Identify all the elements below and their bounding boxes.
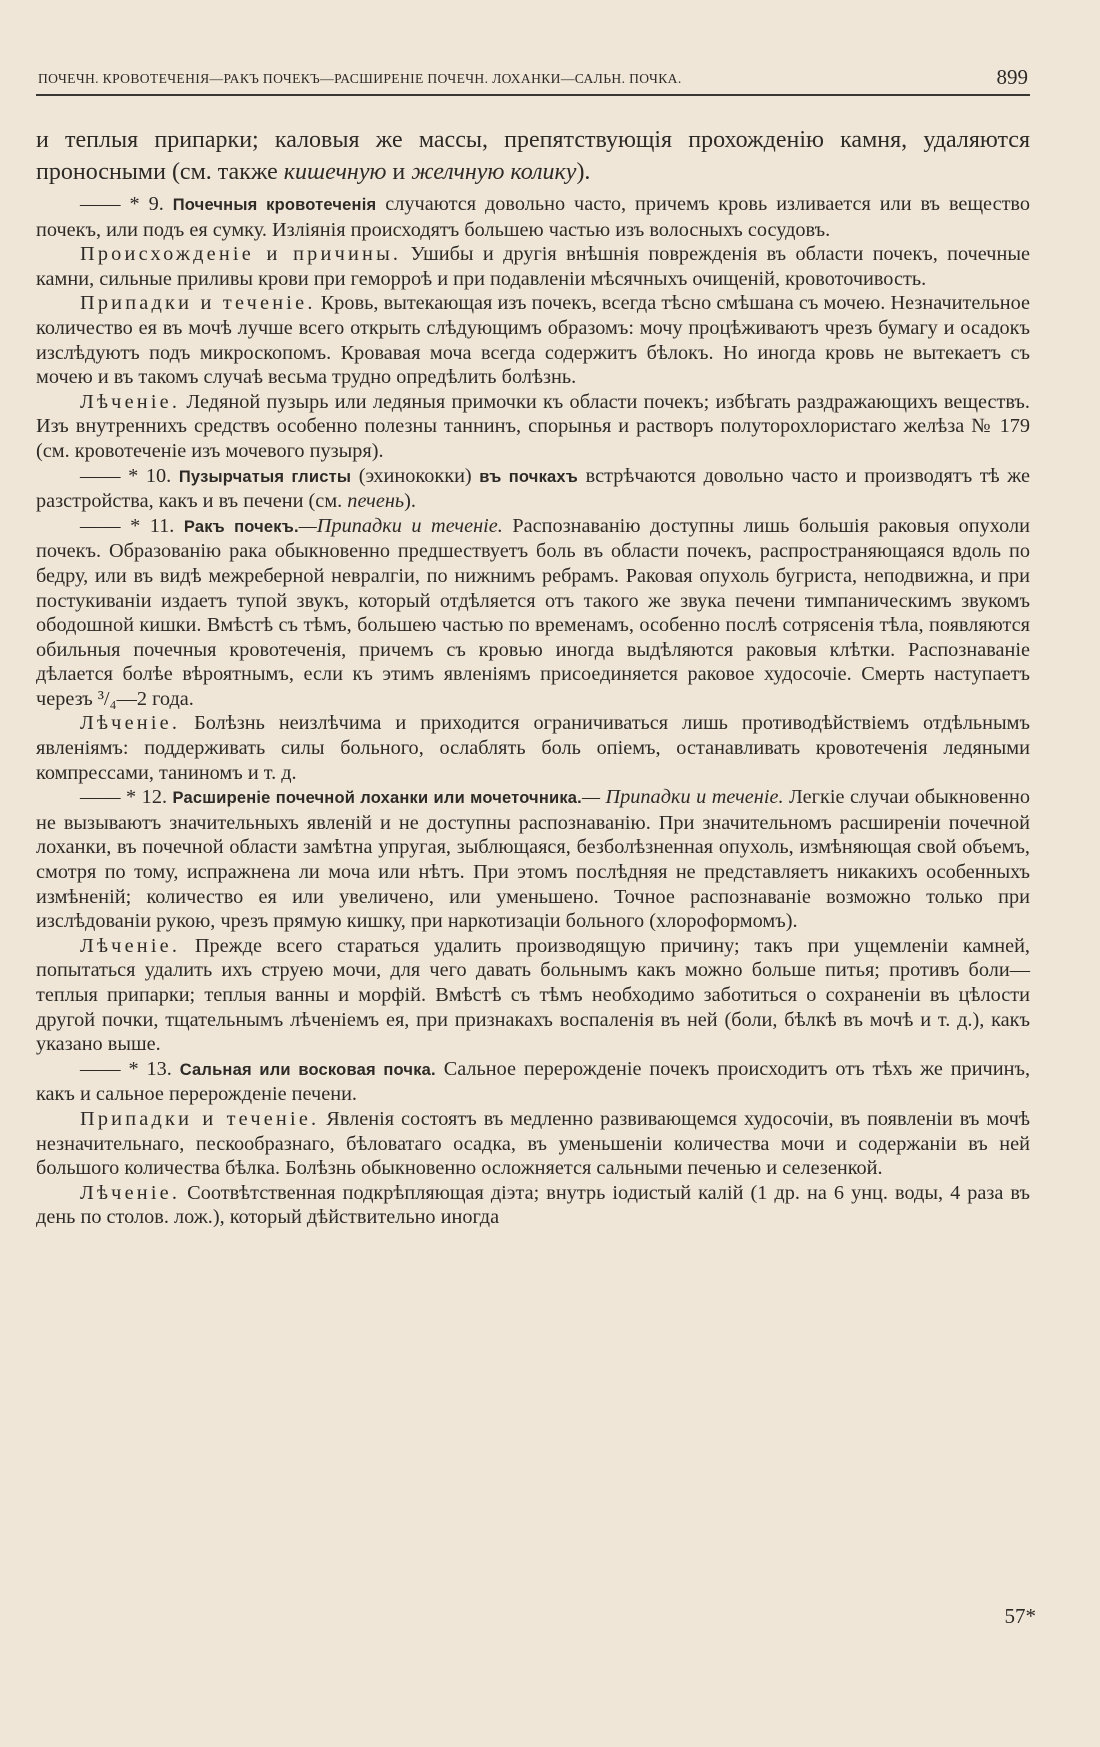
para-text: Легкіе случаи обыкновенно не вызываютъ значительныхъ явленій и не доступны распознаванію. При значительномъ расширеніи почечной лоханки, въ почечной области замѣтна упругая, зыблющаяся, безболѣзненная опухоль, измѣняющая свой объемъ, смотря по тому, испражнена ли моча или нѣтъ. При этомъ послѣдняя не представляетъ никакихъ особенныхъ измѣненій; количество ея или увеличено, или уменьшено. Точное распознаваніе возможно только при изслѣдованіи рукою, чрезъ прямую кишку, при наркотизаціи больного (хлороформомъ). bbox=[36, 786, 1031, 933]
para-text: Ледяной пузырь или ледяныя примочки къ области почекъ; избѣгать раздражающихъ веществъ. Изъ внутреннихъ средствъ особенно полезны таннинъ, спорынья и растворъ полуторохлористаго желѣза № 179 (см. кровотеченіе изъ мочевого пузыря). bbox=[36, 390, 1030, 462]
cross-ref: кишечную bbox=[283, 159, 387, 185]
subsection-heading: Лѣченіе. bbox=[80, 934, 181, 957]
section-number: —— * 11. bbox=[80, 514, 184, 537]
para-text: Распознаванію доступны лишь большія раковыя опухоли почекъ. Образованію рака обыкновенно предшествуетъ боль въ области почекъ, распространяющаяся вдоль по бедру, или въ видѣ межреберной невралгіи, по нижнимъ ребрамъ. Раковая опухоль бугриста, неподвижна, и при постукиваніи издаетъ тупой звукъ, который отдѣляется отъ такого же звука печени тимпаническимъ звукомъ ободошной кишки. Вмѣстѣ съ тѣмъ, большею частью по временамъ, особенно послѣ сотрясенія тѣла, появляются обильныя почечныя кровотеченія, причемъ съ кровью иногда выдѣляются раковыя клѣтки. Распознаваніе дѣлается болѣе вѣроятнымъ, если къ этимъ явленіямъ присоединяется раковое худосочіе. Смерть наступаетъ черезъ ³/₄—2 года. bbox=[36, 514, 1031, 710]
signature-mark: 57* bbox=[1004, 1604, 1036, 1628]
subsection-treatment bbox=[36, 390, 1030, 464]
subsection-heading: —Припадки и теченіе. bbox=[298, 514, 503, 537]
section-12 bbox=[36, 785, 1030, 934]
paragraph-continuation bbox=[36, 124, 1030, 188]
section-number: —— * 12. bbox=[80, 786, 173, 809]
para-text: Кровь, вытекающая изъ почекъ, всегда тѣсно смѣшана съ мочею. Незначительное количество ея въ мочѣ лучше всего открыть слѣдующимъ образомъ: мочу процѣживаютъ чрезъ бумагу и осадокъ изслѣдуютъ подъ микроскопомъ. Кровавая моча всегда содержитъ бѣлокъ. Но иногда кровь не вытекаетъ съ мочею и въ такомъ случаѣ весьма трудно опредѣлить болѣзнь. bbox=[36, 292, 1030, 389]
para-text: встрѣчаются довольно часто и производятъ тѣ же разстройства, какъ и въ печени (см. bbox=[36, 464, 1031, 513]
subsection-origin bbox=[36, 242, 1030, 291]
para-text: ). bbox=[404, 490, 416, 513]
section-9 bbox=[36, 192, 1030, 242]
section-title: Расширеніе почечной лоханки или мочеточника. bbox=[172, 789, 582, 808]
section-10 bbox=[36, 464, 1030, 514]
page-number: 899 bbox=[996, 65, 1028, 89]
subsection-symptoms bbox=[36, 291, 1030, 389]
section-number: —— * 10. bbox=[80, 464, 179, 487]
subsection-treatment bbox=[36, 711, 1030, 785]
section-title: Пузырчатыя глисты bbox=[178, 467, 352, 486]
subsection-heading: Припадки и теченіе. bbox=[80, 1107, 320, 1130]
para-text: Явленія состоятъ въ медленно развивающемся худосочіи, въ появленіи въ мочѣ незначительнаго, пескообразнаго, бѣловатаго осадка, въ уменьшеніи количества мочи и содержаніи въ ней большого количества бѣлка. Болѣзнь обыкновенно осложняется сальными печенью и селезенкой. bbox=[36, 1107, 1030, 1180]
para-text: (эхинококки) bbox=[351, 464, 480, 487]
para-text: Соотвѣтственная подкрѣпляющая діэта; внутрь іодистый калій (1 др. на 6 унц. воды, 4 раза въ день по столов. лож.), который дѣйствительно иногда bbox=[36, 1181, 1030, 1229]
page-header bbox=[36, 64, 1030, 96]
para-text: и bbox=[386, 159, 412, 185]
section-title: Почечныя кровотеченія bbox=[172, 196, 377, 214]
para-text: и теплыя припарки; каловыя же массы, препятствующія прохожденію камня, удаляются проносными (см. также bbox=[36, 127, 1030, 185]
section-title: Ракъ почекъ. bbox=[183, 517, 299, 536]
subsection-treatment bbox=[36, 1181, 1030, 1230]
para-text: случаются довольно часто, причемъ кровь изливается или въ вещество почекъ, или подъ ея сумку. Изліянія происходятъ большею частью изъ волосныхъ сосудовъ. bbox=[36, 193, 1031, 241]
section-number: —— * 9. bbox=[80, 193, 173, 215]
subsection-heading: Лѣченіе. bbox=[80, 390, 181, 413]
section-title: Сальная или восковая почка. bbox=[179, 1060, 436, 1079]
subsection-heading: — Припадки и теченіе. bbox=[581, 786, 784, 809]
section-11 bbox=[36, 514, 1030, 712]
subsection-heading: Происхожденіе и причины. bbox=[80, 243, 402, 266]
para-text: Ушибы и другія внѣшнія поврежденія въ области почекъ, почечные камни, сильные приливы крови при геморроѣ и при подавленіи мѣсячныхъ очищеній, кровоточивость. bbox=[36, 243, 1030, 290]
subsection-symptoms bbox=[36, 1107, 1030, 1181]
para-text: ). bbox=[576, 159, 591, 185]
para-text: Сальное перерожденіе почекъ происходитъ отъ тѣхъ же причинъ, какъ и сальное перерожденіе печени. bbox=[36, 1057, 1031, 1106]
cross-ref: желчную колику bbox=[411, 159, 577, 185]
subsection-heading: Лѣченіе. bbox=[80, 1181, 181, 1204]
para-text: Болѣзнь неизлѣчима и приходится ограничиваться лишь противодѣйствіемъ отдѣльнымъ явленіямъ: поддерживать силы больного, ослаблять боль опіемъ, останавливать кровотеченія ледяными компрессами, таниномъ и т. д. bbox=[36, 712, 1030, 784]
section-13 bbox=[36, 1057, 1030, 1107]
subsection-treatment bbox=[36, 934, 1030, 1057]
cross-ref: печень bbox=[347, 490, 405, 513]
body-text bbox=[36, 124, 1030, 1230]
para-text: Прежде всего стараться удалить производящую причину; такъ при ущемленіи камней, попытаться удалить ихъ струею мочи, для чего давать больнымъ какъ можно больше питья; противъ боли—теплыя припарки; теплыя ванны и морфій. Вмѣстѣ съ тѣмъ необходимо заботиться о сохраненіи въ цѣлости другой почки, тщательнымъ лѣченіемъ ея, при признакахъ воспаленія въ ней (боли, бѣлкѣ въ мочѣ и т. д.), какъ указано выше. bbox=[36, 934, 1030, 1056]
subsection-heading: Припадки и теченіе. bbox=[80, 292, 316, 315]
running-head: ПОЧЕЧН. КРОВОТЕЧЕНІЯ—РАКЪ ПОЧЕКЪ—РАСШИРЕНІЕ ПОЧЕЧН. ЛОХАНКИ—САЛЬН. ПОЧКА. bbox=[38, 71, 682, 86]
section-title: въ почкахъ bbox=[479, 467, 579, 486]
subsection-heading: Лѣченіе. bbox=[80, 712, 181, 735]
section-number: —— * 13. bbox=[80, 1057, 180, 1080]
